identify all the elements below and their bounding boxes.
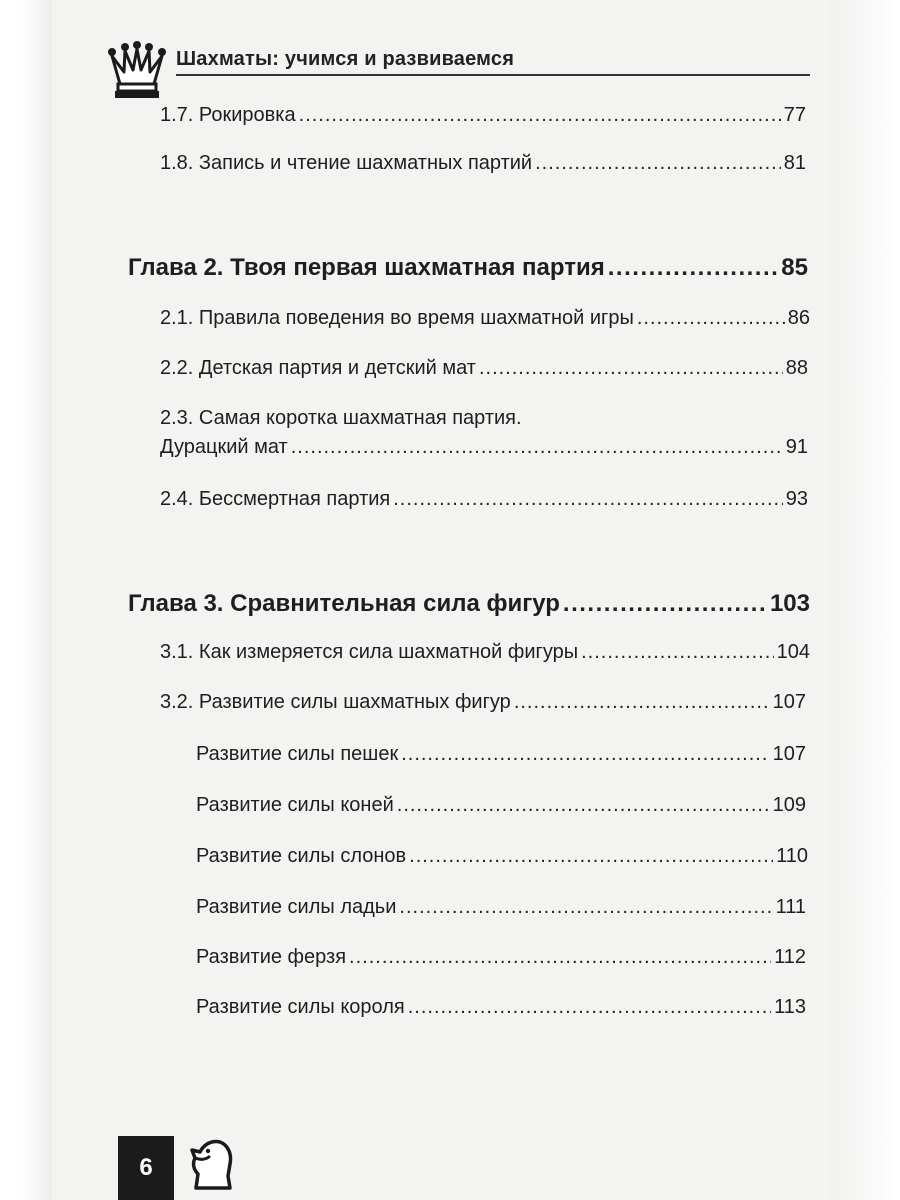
leader-dots xyxy=(608,254,779,282)
toc-subentry-label: Развитие силы ладьи xyxy=(196,896,397,918)
leader-dots xyxy=(291,436,783,459)
toc-entry-label: 2.1. Правила поведения во время шахматной игры xyxy=(160,307,634,329)
toc-entry-page: 88 xyxy=(785,357,808,379)
toc-entry-label: Дурацкий мат xyxy=(160,436,288,458)
toc-entry[interactable] xyxy=(160,691,806,714)
leader-dots xyxy=(535,152,781,175)
leader-dots xyxy=(399,896,772,919)
toc-chapter-label: Глава 2. Твоя первая шахматная партия xyxy=(128,254,605,281)
toc-subentry-page: 109 xyxy=(772,794,806,816)
toc-entry-page: 93 xyxy=(785,488,808,510)
leader-dots xyxy=(479,357,783,380)
toc-subentry[interactable] xyxy=(196,996,806,1019)
toc-subentry-page: 111 xyxy=(775,896,806,918)
toc-subentry[interactable] xyxy=(196,845,808,868)
toc-entry-label: 1.7. Рокировка xyxy=(160,104,296,126)
toc-subentry-page: 110 xyxy=(776,845,808,867)
leader-dots xyxy=(514,691,770,714)
toc-subentry-label: Развитие силы пешек xyxy=(196,743,399,765)
toc-entry-page: 91 xyxy=(785,436,808,458)
toc-subentry-label: Развитие силы слонов xyxy=(196,845,407,867)
toc-subentry[interactable] xyxy=(196,896,806,919)
toc-chapter-entry[interactable] xyxy=(128,254,808,282)
toc-subentry-label: Развитие силы короля xyxy=(196,996,405,1018)
toc-subentry-page: 107 xyxy=(772,743,806,765)
toc-entry-page: 81 xyxy=(783,152,806,174)
toc-entry[interactable] xyxy=(160,152,806,175)
toc-entry-label: 2.4. Бессмертная партия xyxy=(160,488,391,510)
toc-entry-label: 1.8. Запись и чтение шахматных партий xyxy=(160,152,533,174)
leader-dots xyxy=(349,946,771,969)
leader-dots xyxy=(563,590,767,618)
toc-entry-label: 3.2. Развитие силы шахматных фигур xyxy=(160,691,511,713)
leader-dots xyxy=(581,641,774,664)
running-header-title: Шахматы: учимся и развиваемся xyxy=(176,48,515,70)
page-edge-right xyxy=(830,0,900,1200)
toc-entry[interactable] xyxy=(160,488,808,511)
leader-dots xyxy=(299,104,781,127)
toc-entry[interactable] xyxy=(160,436,808,459)
toc-chapter-page: 103 xyxy=(769,590,810,617)
leader-dots xyxy=(409,845,773,868)
header-rule xyxy=(176,74,810,76)
page-edge-left xyxy=(0,0,52,1200)
leader-dots xyxy=(401,743,769,766)
toc-subentry-page: 113 xyxy=(774,996,806,1018)
knight-icon xyxy=(186,1136,236,1192)
toc-chapter-label: Глава 3. Сравнительная сила фигур xyxy=(128,590,560,617)
toc-entry-page: 86 xyxy=(787,307,810,329)
toc-entry-label: 2.2. Детская партия и детский мат xyxy=(160,357,476,379)
toc-subentry-label: Развитие ферзя xyxy=(196,946,347,968)
crown-icon xyxy=(106,40,168,102)
toc-entry[interactable] xyxy=(160,357,808,380)
toc-subentry[interactable] xyxy=(196,794,806,817)
toc-chapter-entry[interactable] xyxy=(128,590,810,618)
toc-entry-page: 104 xyxy=(776,641,810,663)
toc-subentry[interactable] xyxy=(196,946,806,969)
toc-subentry-label: Развитие силы коней xyxy=(196,794,394,816)
toc-entry-label-line1: 2.3. Самая коротка шахматная партия. xyxy=(160,407,522,429)
leader-dots xyxy=(397,794,770,817)
toc-entry[interactable] xyxy=(160,307,810,330)
leader-dots xyxy=(408,996,771,1019)
toc-entry[interactable] xyxy=(160,104,806,127)
toc-entry-page: 77 xyxy=(783,104,806,126)
leader-dots xyxy=(393,488,783,511)
toc-chapter-page: 85 xyxy=(781,254,808,281)
toc-entry[interactable] xyxy=(160,641,810,664)
page-number: 6 xyxy=(118,1136,174,1200)
leader-dots xyxy=(637,307,785,330)
toc-entry-page: 107 xyxy=(772,691,806,713)
toc-entry-label: 3.1. Как измеряется сила шахматной фигуры xyxy=(160,641,579,663)
toc-subentry[interactable] xyxy=(196,743,806,766)
toc-subentry-page: 112 xyxy=(774,946,806,968)
